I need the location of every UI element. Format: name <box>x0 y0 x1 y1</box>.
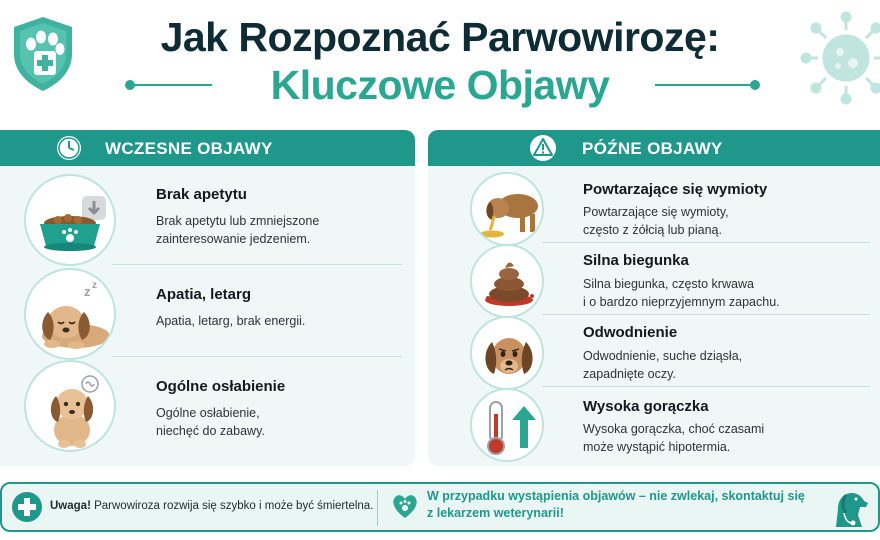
symptom-name: Brak apetytu <box>156 186 247 203</box>
symptom-name: Odwodnienie <box>583 324 678 341</box>
symptom-name: Wysoka gorączka <box>583 398 709 415</box>
symptom-odwodnienie <box>428 312 880 384</box>
symptom-biegunka <box>428 240 880 312</box>
food-bowl-arrow-down-icon <box>24 174 116 266</box>
early-symptoms-title: WCZESNE OBJAWY <box>105 139 273 158</box>
footer-advice: W przypadku wystąpienia objawów – nie zwlekaj, skontaktuj się z lekarzem weterynarii! <box>427 489 805 520</box>
symptom-description: Wysoka gorączka, choć czasami może wystąpić hipotermia. <box>583 422 765 454</box>
symptom-name: Apatia, letarg <box>156 286 252 303</box>
symptom-description: Brak apetytu lub zmniejszone zainteresowanie jedzeniem. <box>156 214 320 246</box>
thermometer-arrow-up-icon <box>470 388 544 462</box>
symptom-description: Apatia, letarg, brak energii. <box>156 314 306 328</box>
symptom-description: Ogólne osłabienie, niechęć do zabawy. <box>156 406 265 438</box>
clock-icon <box>54 133 84 163</box>
symptom-name: Ogólne osłabienie <box>156 378 286 395</box>
symptom-name: Silna biegunka <box>583 252 689 269</box>
symptom-name: Powtarzające się wymioty <box>583 181 768 198</box>
sad-dog-face-icon <box>470 316 544 390</box>
title-decoration-line-left <box>130 84 212 86</box>
diarrhea-icon <box>470 244 544 318</box>
symptom-description: Silna biegunka, często krwawa i o bardzo nieprzyjemnym zapachu. <box>583 277 780 309</box>
late-symptoms-header <box>428 130 880 166</box>
svg-text:z: z <box>84 284 91 299</box>
footer-warning: Uwaga! Parwowiroza rozwija się szybko i może być śmiertelna. <box>50 500 374 512</box>
weak-puppy-icon <box>24 360 116 452</box>
late-symptoms-panel <box>428 130 880 466</box>
symptom-description: Odwodnienie, suche dziąsła, zapadnięte oczy. <box>583 349 743 381</box>
page-title: Jak Rozpoznać Parwowirozę: <box>160 14 720 60</box>
plus-icon <box>12 492 42 522</box>
symptom-wymioty <box>428 166 880 240</box>
early-symptoms-panel <box>0 130 415 466</box>
dog-stethoscope-icon <box>824 485 872 529</box>
footer-banner <box>0 482 880 532</box>
title-decoration-dot-right <box>750 80 760 90</box>
warning-triangle-icon <box>528 133 558 163</box>
symptom-ogolne-oslabienie <box>0 356 415 460</box>
footer-divider <box>377 490 378 526</box>
page-subtitle: Kluczowe Objawy <box>270 62 610 108</box>
symptom-description: Powtarzające się wymioty, często z żółcią lub pianą. <box>583 205 729 237</box>
early-symptoms-header <box>0 130 415 166</box>
title-decoration-line-right <box>655 84 755 86</box>
late-symptoms-title: PÓŹNE OBJAWY <box>582 139 723 158</box>
svg-text:z: z <box>92 280 97 291</box>
heart-paw-icon <box>390 491 420 521</box>
symptom-goraczka <box>428 384 880 464</box>
vomiting-dog-icon <box>470 172 544 246</box>
sleeping-dog-icon <box>24 268 116 360</box>
symptom-apatia-letarg <box>0 264 415 364</box>
symptom-brak-apetytu <box>0 166 415 266</box>
